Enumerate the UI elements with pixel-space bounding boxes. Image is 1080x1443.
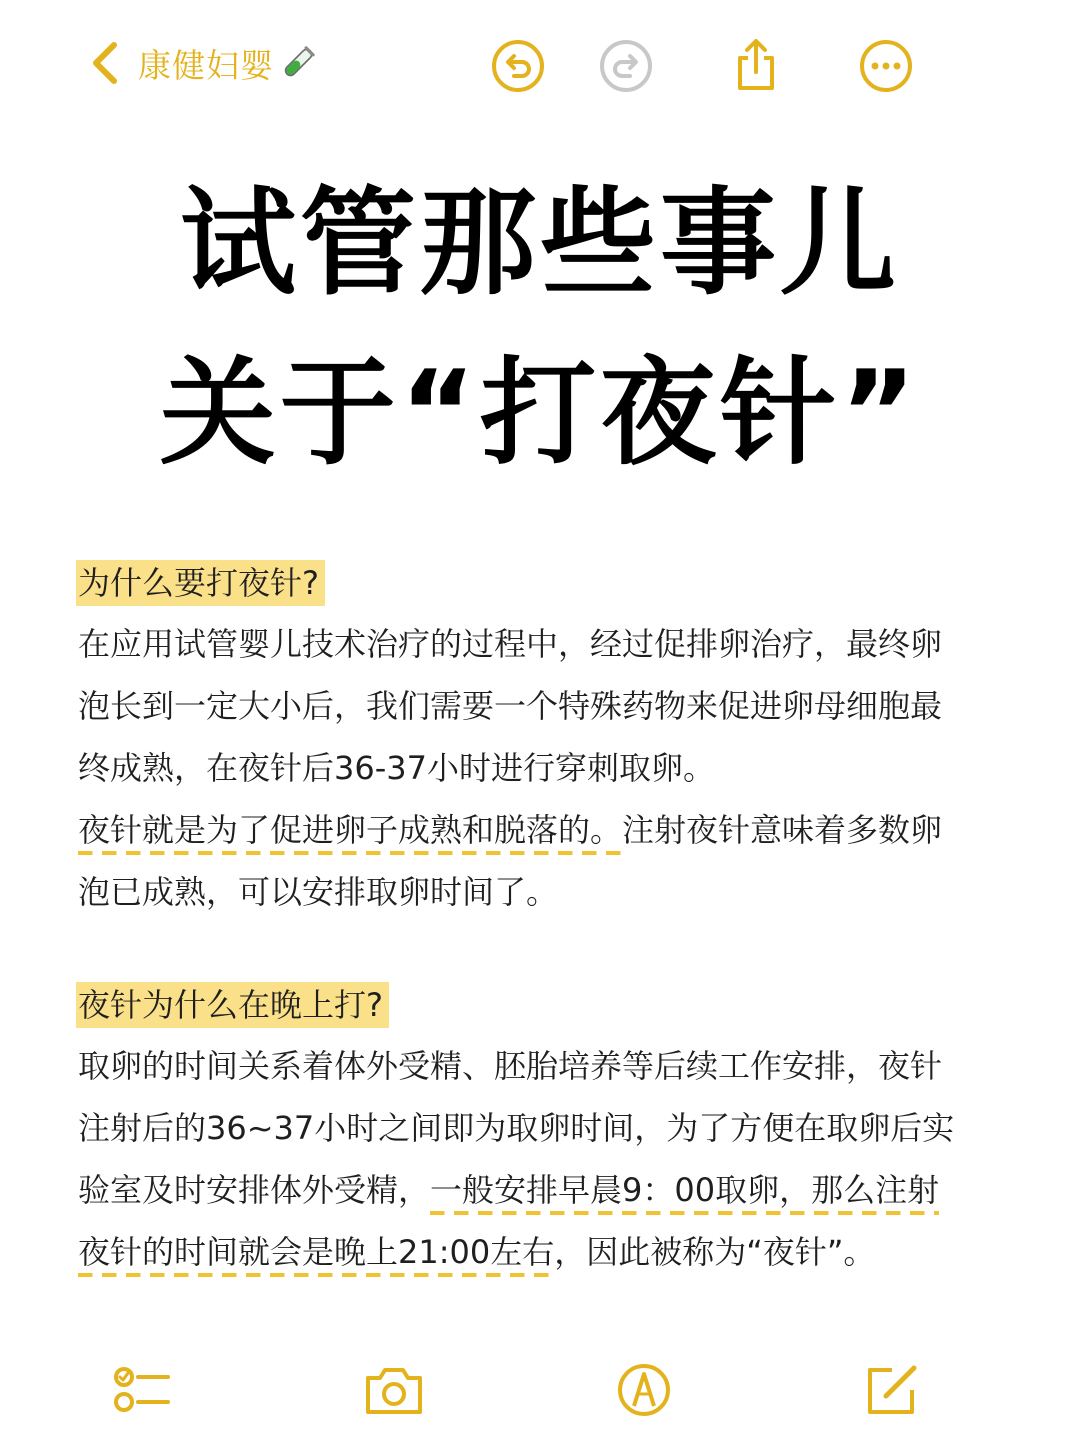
body-line [78,1230,875,1274]
body-text: 注射夜针意味着多数卵 [622,811,943,849]
underlined-text: 夜针的时间就会是晚上21:00左右 [78,1233,554,1277]
body-text: 验室及时安排体外受精， [78,1171,431,1209]
camera-icon[interactable] [364,1360,424,1420]
body-line [78,1168,939,1212]
markup-pen-icon[interactable] [614,1360,674,1420]
body-line: 取卵的时间关系着体外受精、胚胎培养等后续工作安排，夜针 [78,1047,943,1085]
body-text: ，因此被称为“夜针”。 [554,1233,876,1271]
body-line: 泡已成熟，可以安排取卵时间了。 [78,873,559,911]
underlined-text: 夜针就是为了促进卵子成熟和脱落的。 [78,811,622,855]
redo-icon[interactable] [598,38,654,94]
back-label: 康健妇婴 [138,45,274,85]
bottom-toolbar [0,1360,1080,1420]
body-line: 泡长到一定大小后，我们需要一个特殊药物来促进卵母细胞最 [78,687,943,725]
body-line: 注射后的36~37小时之间即为取卵时间，为了方便在取卵后实 [78,1109,955,1147]
underlined-text: 一般安排早晨9：00取卵，那么注射 [430,1171,939,1215]
top-toolbar [0,30,1080,96]
checklist-icon[interactable] [110,1360,170,1420]
body-line: 终成熟，在夜针后36-37小时进行穿刺取卵。 [78,749,715,787]
back-button[interactable] [88,38,316,88]
share-icon[interactable] [728,38,784,94]
body-line: 在应用试管婴儿技术治疗的过程中，经过促排卵治疗，最终卵 [78,625,943,663]
title-line-1: 试管那些事儿 [180,176,900,311]
title-line-2: 关于“打夜针” [159,346,921,481]
more-icon[interactable] [858,38,914,94]
body-line [78,808,942,852]
section-heading: 为什么要打夜针? [76,560,325,606]
section-heading: 夜针为什么在晚上打? [76,982,389,1028]
undo-icon[interactable] [490,38,546,94]
chevron-left-icon [88,41,124,85]
compose-icon[interactable] [862,1360,922,1420]
test-tube-icon [280,41,316,85]
